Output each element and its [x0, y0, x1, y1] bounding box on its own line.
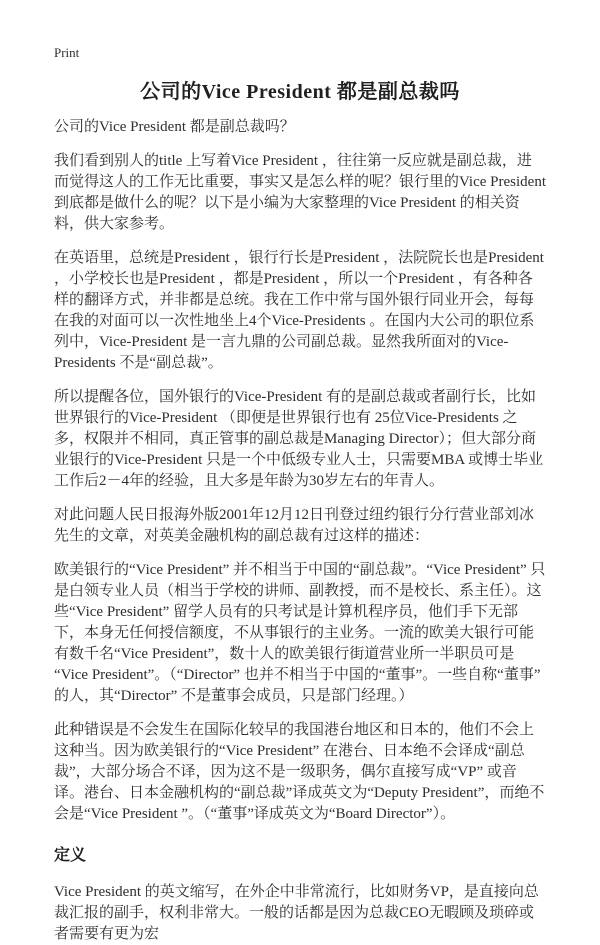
article-paragraph: 所以提醒各位，国外银行的Vice-President 有的是副总裁或者副行长，比如世界银行的Vice-President （即便是世界银行也有 25位Vice-Presidents 之多，权限并不相同，真正管事的副总裁是Managing Director）；但大部分商业银行的Vice-President 只是一个中低级专业人士，只需要MBA 或博士毕业工作后2－4年的经验，且大多是年龄为30岁左右的年青人。 [54, 389, 544, 489]
article-paragraph: 公司的Vice President 都是副总裁吗？ [54, 119, 295, 135]
article-paragraph: Vice President 的英文缩写，在外企中非常流行，比如财务VP，是直接向总裁汇报的副手，权利非常大。一般的话都是因为总裁CEO无暇顾及琐碎或者需要有更为宏 [54, 884, 539, 943]
print-link[interactable]: Print [54, 45, 80, 60]
article-paragraph: 在英语里，总统是President ，银行行长是President ，法院院长也是President ，小学校长也是President ，都是President ，所以一个President ，有各种各样的翻译方式，并非都是总统。我在工作中常与国外银行同业开会，每每在我的对面可以一次性地坐上4个Vice-Presidents 。在国内大公司的职位系列中，Vice-President 是一言九鼎的公司副总裁。显然我所面对的Vice-Presidents 不是“副总裁”。 [54, 250, 544, 371]
article-paragraph: 此种错误是不会发生在国际化较早的我国港台地区和日本的，他们不会上这种当。因为欧美银行的“Vice President” 在港台、日本绝不会译成“副总裁”，大部分场合不译，因为这不是一级职务，偶尔直接写成“VP” 或音译。港台、日本金融机构的“副总裁”译成英文为“Deputy President”，而绝不会是“Vice President ”。（“董事”译成英文为“Board Director”）。 [54, 722, 545, 822]
article-definition-section [54, 882, 546, 945]
definition-section-heading: 定义 [54, 847, 87, 864]
page-title: 公司的Vice President 都是副总裁吗 [140, 81, 460, 103]
article-paragraph: 我们看到别人的title 上写着Vice President ，往往第一反应就是副总裁，进而觉得这人的工作无比重要，事实又是怎么样的呢？银行里的Vice President 到底都是做什么的呢？以下是小编为大家整理的Vice President 的相关资料，供大家参考。 [54, 153, 546, 232]
article-paragraph: 对此问题人民日报海外版2001年12月12日刊登过纽约银行分行营业部刘冰先生的文章，对英美金融机构的副总裁有过这样的描述： [54, 507, 535, 544]
article-paragraph: 欧美银行的“Vice President” 并不相当于中国的“副总裁”。“Vice President” 只是白领专业人员（相当于学校的讲师、副教授，而不是校长、系主任）。这些“Vice President” 留学人员有的只考试是计算机程序员，他们手下无部下，本身无任何授信额度，不从事银行的主业务。一流的欧美大银行可能有数千名“Vice President”，数十人的欧美银行街道营业所一半职员可是“Vice President”。（“Director” 也并不相当于中国的“董事”。一些自称“董事”的人，其“Director” 不是董事会成员，只是部门经理。） [54, 562, 546, 704]
article-intro-section [54, 117, 546, 825]
